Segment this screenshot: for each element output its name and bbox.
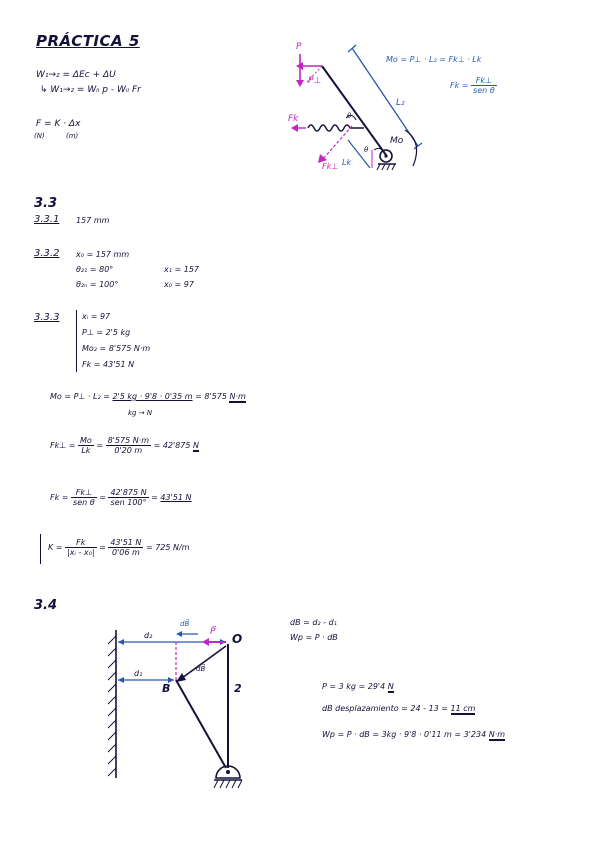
s332-row-2b: x₁ = 157 [164,265,199,274]
work-energy-eq: W₁→₂ = ΔEc + ΔU [36,70,116,80]
s332-row-3b: x₀ = 97 [164,280,194,289]
section-3-3-3-label: 3.3.3 [34,312,60,323]
displacement-line [322,704,475,713]
s332-row-3a: θ₂ₙ = 100° [76,280,119,289]
calc-mo-unit: N·m [229,392,246,401]
calc-fx-den2: sen 100° [110,498,147,507]
s333-row-2: P⊥ = 2'5 kg [82,328,131,337]
s333-row-3: Mo₂ = 8'575 N·m [82,344,151,353]
section-3-3-1-label: 3.3.1 [34,214,60,225]
calc-k-den2: 0'06 m [111,548,140,557]
calc-fk-result: 42'875 [162,441,191,450]
label-p-perp: P⊥ [308,76,322,86]
rod-b [176,680,226,768]
page-title: PRÁCTICA 5 [36,32,140,50]
wp-equation: Wp = P · dB [290,633,338,642]
section-3-3-heading: 3.3 [34,196,58,211]
hooke-law-eq: F = K · Δx [36,119,81,129]
label-d1: d₁ [134,669,143,678]
db-vector [182,646,226,678]
label-fk: Fk [288,114,299,124]
label-theta-2: θ [364,146,369,154]
calc-k-eq: = [99,543,106,552]
section-3-4-heading: 3.4 [34,598,58,613]
calc-fx-eq2: = [151,493,158,502]
p-value-line [322,682,394,691]
calc-k-lhs: K = [48,543,63,552]
calc-fx-result: 43'51 N [160,493,192,502]
label-p-vec: P⃗ [210,627,216,637]
label-db-vec: dB⃗ [180,620,190,628]
calc-fk-eq: = [96,441,104,450]
calc-mo-lhs: Mo = P⊥ · L₂ = [50,392,110,401]
label-l2: L₂ [396,98,405,108]
calc-fx-eq: = [99,493,106,502]
calc-fk-num1: Mo [80,436,92,445]
label-p: P [296,42,302,52]
label-lk: Lk [342,158,352,167]
s333-row-1: xᵢ = 97 [82,312,111,321]
unit-newton: (N) [34,132,45,140]
label-fk-perp: Fk⊥ [322,162,339,171]
calc-fk-num2: 8'575 N·m [107,436,150,445]
calc-fx-den1: sen θ [73,498,95,507]
work-energy-eq-2: ↳ W₁→₂ = Wᵢᵢ p - Wᵢᵢ Fr [40,85,141,95]
label-o: O [232,632,243,646]
displacement-text: dB desplazamiento = 24 - 13 = [322,704,448,713]
section-3-3-1-value: 157 mm [76,216,110,225]
calc-k-num1: Fk [65,538,96,548]
label-db: dB⃗ [196,665,206,673]
calc-mo-expr: 2'5 kg · 9'8 · 0'35 m [112,392,193,401]
fk-formula-num: Fk⊥ [471,76,497,86]
calc-k-den1: |xᵢ - x₀| [67,548,95,557]
label-theta-1: θ [347,112,352,120]
db-equation: dB = d₂ - d₁ [290,618,337,627]
calc-fx-lhs: Fk = [50,493,69,502]
s332-row-2a: θ₂₁ = 80° [76,265,114,274]
label-d2: d₂ [144,631,153,640]
displacement-value: 11 cm [450,704,476,713]
calc-k-num2: 43'51 N [110,538,142,547]
fk-formula-den: sen θ [473,86,495,95]
calc-fk-unit: N [193,441,199,450]
calc-fx-num2: 42'875 N [110,488,147,497]
calc-fk-den2: 0'20 m [114,446,143,455]
moment-equation: Mo = P⊥ · L₂ = Fk⊥ · Lk [386,55,482,64]
calc-mo-eq: = [195,392,202,401]
calc-mo-result: 8'575 [204,392,227,401]
calc-fk-lhs: Fk⊥ = [50,441,76,450]
calc-fx-num1: Fk⊥ [71,488,97,498]
label-b: B [162,682,171,695]
s332-row-1a: x₀ = 157 mm [76,250,130,259]
p-value-text: P = 3 kg = 29'4 [322,682,386,691]
section-3-3-2-label: 3.3.2 [34,248,60,259]
calc-fk-den1: Lk [81,446,91,455]
calc-fk-eq2: = [153,441,161,450]
wp-result-unit: N·m [488,730,506,739]
calc-k-eq2: = [145,543,153,552]
calc-k-result: 725 N/m [155,543,190,552]
label-mo: Mo [390,136,404,146]
s333-row-4: Fk = 43'51 N [82,360,135,369]
unit-meter: (m) [66,132,79,140]
wp-result-text: Wp = P · dB = 3kg · 9'8 · 0'11 m = 3'234 [322,730,487,739]
fk-formula-lhs: Fk = [450,81,469,90]
label-two: 2 [234,682,242,695]
calc-mo-note: kg → N [128,409,153,417]
p-value-unit: N [387,682,394,691]
wp-result-line [322,730,505,739]
